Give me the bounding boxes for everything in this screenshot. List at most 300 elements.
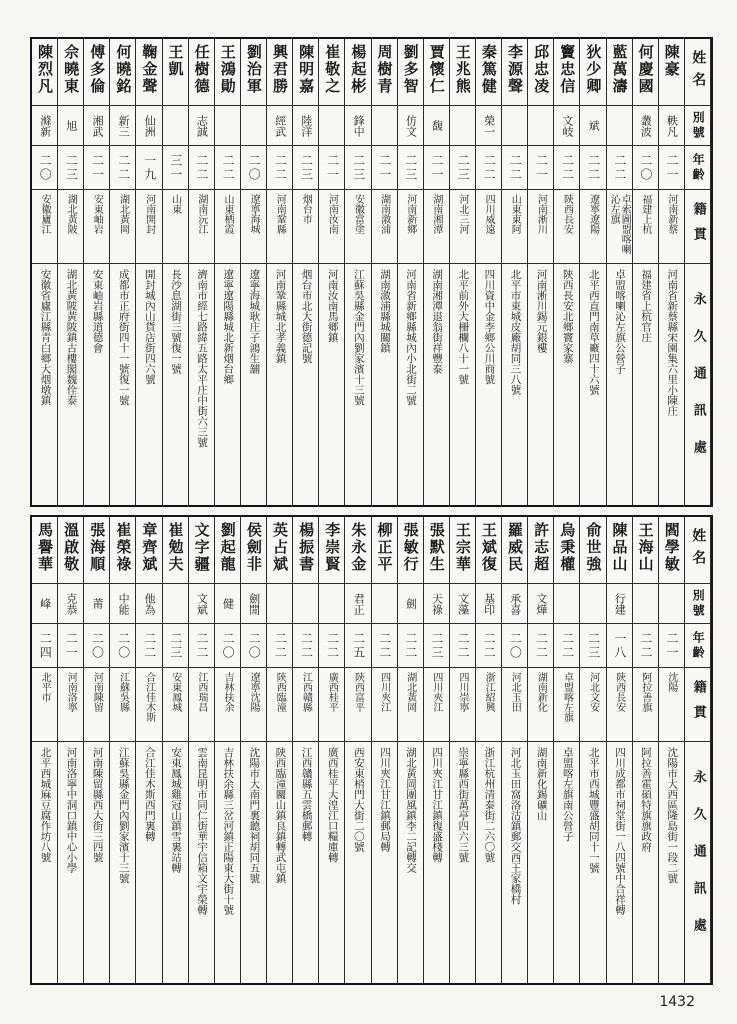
entry-address [345, 741, 370, 983]
directory-entry-column [189, 39, 215, 505]
entry-name [267, 39, 292, 105]
entry-name [633, 39, 658, 105]
entry-alias [32, 105, 57, 145]
entry-name-text: 鞠金聲 [140, 44, 159, 95]
directory-entry-column [293, 517, 319, 983]
entry-native-place [241, 667, 266, 741]
entry-address [32, 741, 57, 983]
entry-alias-text: 斌 [587, 120, 601, 131]
directory-entry-column [136, 517, 162, 983]
entry-address-text: 遼寧海城耿庄子鴻生舖 [248, 269, 261, 374]
entry-address-text: 安東鳳城雞冠山鎮雪裏站轉 [170, 747, 183, 873]
entry-age [398, 623, 423, 667]
entry-native-place-text: 河南陳留 [91, 672, 103, 712]
entry-native-place-text: 湖南沅江 [195, 194, 207, 234]
entry-address [372, 741, 397, 983]
entry-age-text: 二二 [560, 631, 575, 660]
entry-age-text: 二二 [194, 153, 209, 182]
entry-native-place [659, 667, 684, 741]
entry-native-place [476, 667, 501, 741]
entry-age-text: 二二 [534, 631, 549, 660]
header-alias: 別號 [685, 583, 710, 623]
entry-age [58, 145, 83, 189]
entry-address-text: 江蘇吳縣金門內劉家濱十三號 [117, 747, 130, 884]
entry-age [633, 623, 658, 667]
entry-age [502, 623, 527, 667]
entry-name-text: 劉治軍 [244, 44, 263, 95]
entry-age-text: 二〇 [508, 631, 523, 660]
entry-age [110, 145, 135, 189]
entry-age-text: 二〇 [116, 631, 131, 660]
directory-entry-column [633, 39, 659, 505]
entry-name [110, 517, 135, 583]
entry-address [633, 741, 658, 983]
entry-name [110, 39, 135, 105]
entry-address [502, 741, 527, 983]
entry-address-text: 河南汝南馬鄉鎮 [326, 269, 339, 343]
entry-name-text: 劉多智 [401, 44, 420, 95]
entry-native-place-text: 合江佳木斯 [143, 672, 155, 722]
entry-alias [267, 105, 292, 145]
entry-address-text: 河南鞏縣城北孝義鎮 [274, 269, 287, 364]
entry-address [163, 741, 188, 983]
directory-entry-column [476, 517, 502, 983]
entry-name [345, 39, 370, 105]
directory-entry-column [424, 39, 450, 505]
entry-name-text: 王鴻勛 [218, 44, 237, 95]
entry-address-text: 沈陽市大西區隆島街一段二號 [666, 747, 679, 884]
entry-native-place [58, 189, 83, 263]
entry-native-place-text: 福建上杭 [639, 194, 651, 234]
entry-native-place-text: 河南汝南 [326, 194, 338, 234]
page-number: 1432 [659, 994, 695, 1010]
entry-age-text: 二二 [221, 153, 236, 182]
entry-name-text: 陳豪 [662, 44, 681, 78]
entry-name [424, 39, 449, 105]
entry-alias [554, 105, 579, 145]
entry-alias [659, 105, 684, 145]
entry-address [528, 741, 553, 983]
entry-age-text: 二一 [430, 153, 445, 182]
entry-name-text: 張敏行 [401, 522, 420, 573]
entry-age-text: 二〇 [247, 153, 262, 182]
entry-age-text: 二二 [273, 631, 288, 660]
entry-native-place-text: 四川威遠 [483, 194, 495, 234]
entry-address [476, 263, 501, 505]
entry-native-place [528, 667, 553, 741]
entry-age-text: 二一 [377, 153, 392, 182]
entry-age-text: 一八 [612, 631, 627, 660]
entry-age-text: 二二 [403, 631, 418, 660]
entry-address-text: 北平市西城豐盛胡同十一號 [587, 747, 600, 873]
entry-native-place [450, 189, 475, 263]
entry-age [136, 623, 161, 667]
entry-name-text: 文字疆 [192, 522, 211, 573]
entry-native-place [215, 667, 240, 741]
entry-age [476, 623, 501, 667]
entry-alias [450, 583, 475, 623]
entry-name [241, 517, 266, 583]
entry-alias [345, 105, 370, 145]
entry-native-place-text: 烟台市 [300, 194, 312, 224]
entry-alias [528, 583, 553, 623]
directory-entry-column [502, 517, 528, 983]
entry-address [241, 263, 266, 505]
entry-age [32, 145, 57, 189]
entry-name [633, 517, 658, 583]
entry-address [633, 263, 658, 505]
entry-alias-text: 文岐 [561, 114, 575, 137]
entry-address-text: 雲南昆明市同仁街華宇信箱文宇榮轉 [196, 747, 209, 915]
entry-age [633, 145, 658, 189]
entry-address [163, 263, 188, 505]
entry-alias-text: 陸洋 [299, 114, 313, 137]
entry-name-text: 柳正平 [375, 522, 394, 573]
entry-native-place-text: 卓盟喀左旗 [561, 672, 573, 722]
entry-address-text: 卓盟喀喇沁左旗公營子 [613, 269, 626, 374]
entry-address [215, 741, 240, 983]
header-name: 姓名 [690, 528, 707, 572]
entry-name [293, 517, 318, 583]
entry-address [136, 741, 161, 983]
entry-address [293, 741, 318, 983]
entry-name [189, 517, 214, 583]
entry-native-place-text: 安徽當塗 [352, 194, 364, 234]
entry-alias [84, 105, 109, 145]
entry-name [607, 517, 632, 583]
entry-native-place [372, 667, 397, 741]
entry-address [189, 263, 214, 505]
entry-age [372, 145, 397, 189]
directory-entry-column [372, 517, 398, 983]
directory-entry-column [110, 517, 136, 983]
entry-age [319, 623, 344, 667]
entry-address-text: 河南省新蔡縣宋園集六里小陳庄 [666, 269, 679, 416]
entry-address [241, 741, 266, 983]
entry-alias [136, 105, 161, 145]
entry-native-place-text: 安東鳳城 [169, 672, 181, 712]
entry-native-place-text: 湖北黃陂 [65, 194, 77, 234]
directory-entry-column [398, 517, 424, 983]
entry-age-text: 二〇 [38, 153, 53, 182]
entry-name-text: 許志超 [532, 522, 551, 573]
entry-address-text: 四川夾江甘江鎮復盛棧轉 [431, 747, 444, 863]
entry-native-place-text: 湖南新化 [535, 672, 547, 712]
entry-age-text: 二四 [38, 631, 53, 660]
entry-name-text: 何曉銘 [114, 44, 133, 95]
entry-name [502, 39, 527, 105]
header-native: 籍貫 [685, 189, 710, 263]
entry-name-text: 章齊斌 [140, 522, 159, 573]
header-address: 永久通訊處 [685, 263, 710, 505]
entry-age [189, 623, 214, 667]
entry-native-place [476, 189, 501, 263]
header-alias: 別號 [685, 105, 710, 145]
entry-name [476, 39, 501, 105]
entry-native-place [110, 189, 135, 263]
entry-native-place-text: 河北玉田 [509, 672, 521, 712]
entry-alias-text: 行建 [613, 592, 627, 615]
entry-name-text: 楊振書 [297, 522, 316, 573]
entry-alias-text: 經武 [273, 114, 287, 137]
entry-age-text: 二三 [403, 153, 418, 182]
directory-entry-column [659, 39, 685, 505]
entry-name-text: 陳明嘉 [297, 44, 316, 95]
entry-name [450, 517, 475, 583]
directory-table-top [30, 37, 713, 507]
entry-alias-text: 克恭 [64, 592, 78, 615]
directory-entry-column [267, 39, 293, 505]
entry-age-text: 二三 [168, 631, 183, 660]
entry-address-text: 開封城內山貨店街四六號 [143, 269, 156, 385]
entry-native-place [110, 667, 135, 741]
entry-alias [215, 583, 240, 623]
entry-address-text: 陝西長安北鄉竇家寨 [561, 269, 574, 364]
entry-alias-text: 馥 [430, 120, 444, 131]
entry-age [580, 623, 605, 667]
entry-alias [189, 583, 214, 623]
entry-native-place-text: 遼寧沈陽 [248, 672, 260, 712]
entry-address [659, 263, 684, 505]
entry-age [607, 145, 632, 189]
entry-address [424, 741, 449, 983]
entry-native-place [136, 667, 161, 741]
entry-name-text: 楊起彬 [349, 44, 368, 95]
entry-name [32, 39, 57, 105]
entry-native-place-text: 四川崇寧 [457, 672, 468, 712]
entry-native-place-text: 湖南漵浦 [378, 194, 390, 234]
directory-entry-column [398, 39, 424, 505]
entry-name-text: 羅威民 [506, 522, 525, 573]
entry-address-text: 湖北黃岡團風鎮李二記轉交 [405, 747, 418, 873]
entry-native-place [607, 667, 632, 741]
entry-name-text: 侯劍非 [244, 522, 263, 573]
entry-age [319, 145, 344, 189]
entry-native-place-text: 河南開封 [143, 194, 155, 234]
entry-alias-text: 湘武 [90, 114, 104, 137]
entry-age [215, 623, 240, 667]
entry-alias [319, 105, 344, 145]
entry-age-text: 二二 [482, 631, 497, 660]
entry-address [293, 263, 318, 505]
entry-address [580, 741, 605, 983]
entry-native-place-text: 北平市 [39, 672, 51, 702]
entry-name-text: 狄少卿 [584, 44, 603, 95]
directory-entry-column [319, 517, 345, 983]
entry-address-text: 阿拉善霍碩特旗旗政府 [640, 747, 653, 852]
entry-address [267, 263, 292, 505]
entry-native-place-text: 山東 [169, 194, 181, 214]
entry-address-text: 卓盟喀左旗南公營子 [561, 747, 574, 842]
entry-native-place-text: 卓索圖盟喀喇沁左旗 [608, 194, 631, 254]
entry-age-text: 二二 [377, 631, 392, 660]
directory-entry-column [58, 39, 84, 505]
entry-native-place [319, 189, 344, 263]
directory-entry-column [580, 39, 606, 505]
entry-name-text: 王兆熊 [453, 44, 472, 95]
entry-name [424, 517, 449, 583]
entry-alias [241, 105, 266, 145]
entry-native-place-text: 浙江紹興 [483, 672, 495, 712]
entry-native-place-text: 安徽廬江 [39, 194, 51, 234]
entry-name [136, 39, 161, 105]
entry-address-text: 合江佳木斯西門裏轉 [143, 747, 156, 842]
entry-age [450, 623, 475, 667]
entry-address [398, 741, 423, 983]
entry-age [372, 623, 397, 667]
entry-native-place [267, 667, 292, 741]
entry-native-place [450, 667, 475, 741]
entry-native-place [528, 189, 553, 263]
entry-name [58, 517, 83, 583]
entry-alias [215, 105, 240, 145]
entry-native-place-text: 山東栖霞 [221, 194, 233, 234]
entry-age [163, 145, 188, 189]
entry-age-text: 二一 [64, 631, 79, 660]
entry-native-place [580, 189, 605, 263]
entry-name [580, 39, 605, 105]
entry-address-text: 湖北黃陂黃陂鎮古樓閣魏佺泰 [65, 269, 78, 406]
entry-age [502, 145, 527, 189]
entry-alias [580, 583, 605, 623]
entry-alias [554, 583, 579, 623]
entry-name-text: 張海順 [88, 522, 107, 573]
entry-name-text: 崔敬之 [323, 44, 342, 95]
entry-native-place-text: 河北三河 [457, 194, 468, 234]
entry-alias [293, 583, 318, 623]
directory-entry-column [319, 39, 345, 505]
entry-address [659, 741, 684, 983]
entry-address-text: 北平西直門南草廠四十六號 [587, 269, 600, 395]
entry-alias-text: 君正 [352, 592, 366, 615]
entry-age-text: 二三 [64, 153, 79, 182]
directory-entry-column [267, 517, 293, 983]
entry-name [163, 39, 188, 105]
directory-entry-column [136, 39, 162, 505]
entry-name-text: 傅多倫 [88, 44, 107, 95]
entry-name-text: 何慶國 [636, 44, 655, 95]
entry-address [110, 741, 135, 983]
entry-name-text: 竇忠信 [558, 44, 577, 95]
entry-address [476, 741, 501, 983]
entry-address [372, 263, 397, 505]
entry-alias [293, 105, 318, 145]
entry-alias-text: 劍 [404, 598, 418, 609]
entry-age [424, 145, 449, 189]
entry-name [215, 39, 240, 105]
entry-name-text: 秦篤健 [479, 44, 498, 95]
entry-address [32, 263, 57, 505]
directory-entry-column [345, 39, 371, 505]
entry-name [502, 517, 527, 583]
entry-name-text: 藍萬濤 [610, 44, 629, 95]
entry-age [424, 623, 449, 667]
entry-native-place-text: 河南新鄉 [404, 194, 416, 234]
entry-native-place-text: 廣西桂平 [326, 672, 338, 712]
entry-native-place [32, 667, 57, 741]
entry-native-place-text: 湖北黃岡 [117, 194, 129, 234]
entry-native-place [345, 189, 370, 263]
entry-age-text: 二三 [430, 631, 445, 660]
entry-age-text: 一九 [142, 153, 157, 182]
header-age: 年齡 [685, 145, 710, 189]
entry-name [163, 517, 188, 583]
entry-alias-text: 基印 [482, 592, 496, 615]
entry-name [267, 517, 292, 583]
entry-alias [372, 105, 397, 145]
entry-native-place [424, 189, 449, 263]
entry-address [58, 741, 83, 983]
entry-name [607, 39, 632, 105]
entry-native-place-text: 阿拉善旗 [639, 672, 651, 712]
entry-address-text: 四川成都市祠堂街一八四號中合祥轉 [613, 747, 626, 915]
entry-name [372, 517, 397, 583]
entry-age [450, 145, 475, 189]
entry-name [398, 39, 423, 105]
entry-age [345, 145, 370, 189]
entry-name-text: 崔榮祿 [114, 522, 133, 573]
entry-age-text: 二一 [325, 153, 340, 182]
entry-address [580, 263, 605, 505]
entry-age-text: 二二 [612, 153, 627, 182]
entry-age [476, 145, 501, 189]
entry-age-text: 二一 [665, 631, 680, 660]
entry-alias-text: 莆 [90, 598, 104, 609]
entry-age-text: 二三 [456, 153, 471, 182]
directory-entry-column [607, 39, 633, 505]
entry-name-text: 閻學敏 [662, 522, 681, 573]
entry-name [450, 39, 475, 105]
entry-age [528, 145, 553, 189]
entry-name [215, 517, 240, 583]
entry-native-place-text: 陝西長安 [613, 672, 625, 712]
entry-native-place-text: 湖南湘潭 [430, 194, 442, 234]
entry-address [58, 263, 83, 505]
entry-address [84, 741, 109, 983]
entry-native-place [163, 189, 188, 263]
entry-native-place [502, 189, 527, 263]
entry-name [319, 39, 344, 105]
entry-age [293, 623, 318, 667]
directory-entry-column [215, 39, 241, 505]
entry-age [215, 145, 240, 189]
entry-address [136, 263, 161, 505]
entry-alias-text: 新三 [117, 114, 131, 137]
entry-age-text: 二二 [142, 631, 157, 660]
entry-name-text: 佘曉東 [62, 44, 81, 95]
directory-entry-column [58, 517, 84, 983]
entry-address-text: 四川資中金李鄉公川商號 [483, 269, 496, 385]
entry-alias-text: 志誠 [195, 114, 209, 137]
entry-age-text: 二〇 [90, 631, 105, 660]
entry-alias [633, 105, 658, 145]
entry-native-place [398, 189, 423, 263]
entry-alias-text: 文藻 [456, 592, 470, 615]
entry-address-text: 福建省上杭官庄 [640, 269, 653, 343]
entry-native-place [554, 667, 579, 741]
entry-alias [110, 583, 135, 623]
entry-address [607, 741, 632, 983]
entry-native-place [580, 667, 605, 741]
entry-address-text: 崇寧縣西街萬亭四六三號 [457, 747, 470, 863]
entry-name-text: 邱忠凌 [532, 44, 551, 95]
entry-native-place [84, 667, 109, 741]
entry-alias [398, 583, 423, 623]
entry-address-text: 湖南新化錫礦山 [535, 747, 548, 821]
entry-alias-text: 中能 [117, 592, 131, 615]
entry-alias-text: 滌新 [38, 114, 52, 137]
entry-age [607, 623, 632, 667]
